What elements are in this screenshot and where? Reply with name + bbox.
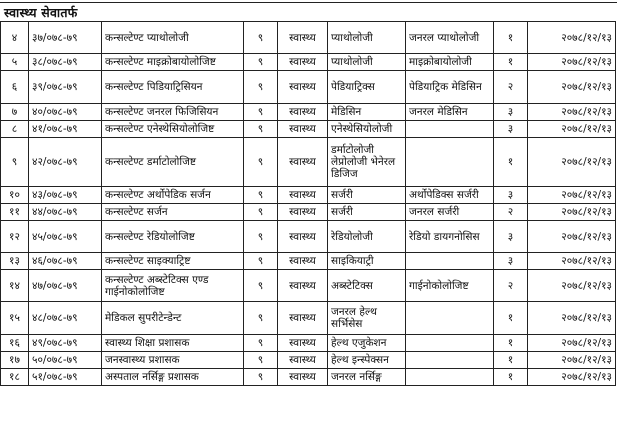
ad-code-cell: ३८/०७८-७९ (29, 54, 102, 71)
table-row (1, 221, 616, 253)
post-name-cell: मेडिकल सुपरीटेन्डेन्ट (102, 302, 244, 335)
subgroup-cell (406, 352, 494, 369)
table-row (1, 369, 616, 386)
ad-code-cell: ५१/०७८-७९ (29, 369, 102, 386)
subgroup-cell (406, 302, 494, 335)
ad-code-cell: ४८/०७८-७९ (29, 302, 102, 335)
subgroup-cell: पेडियाट्रिक मेडिसिन (406, 71, 494, 104)
post-name-cell: कन्सल्टेण्ट सर्जन (102, 204, 244, 221)
group-cell: अब्स्टेटिक्स (328, 270, 406, 302)
serial-number-cell: ५ (1, 54, 29, 71)
table-row (1, 253, 616, 270)
service-cell: स्वास्थ्य (278, 204, 328, 221)
serial-number-cell: ९ (1, 138, 29, 187)
group-cell: पेडियाट्रिक्स (328, 71, 406, 104)
ad-code-cell: ५०/०७८-७९ (29, 352, 102, 369)
table-row (1, 121, 616, 138)
serial-number-cell: १० (1, 187, 29, 204)
service-cell: स्वास्थ्य (278, 104, 328, 121)
table-row (1, 270, 616, 302)
service-cell: स्वास्थ्य (278, 253, 328, 270)
subgroup-cell (406, 121, 494, 138)
subgroup-cell (406, 335, 494, 352)
post-name-cell: अस्पताल नर्सिङ्ग प्रशासक (102, 369, 244, 386)
level-cell: ९ (244, 71, 278, 104)
group-cell: प्याथोलोजी (328, 54, 406, 71)
serial-number-cell: १२ (1, 221, 29, 253)
serial-number-cell: ४ (1, 22, 29, 54)
serial-number-cell: १७ (1, 352, 29, 369)
ad-code-cell: ४२/०७८-७९ (29, 138, 102, 187)
service-cell: स्वास्थ्य (278, 22, 328, 54)
level-cell: ९ (244, 204, 278, 221)
vacancy-count-cell: ३ (494, 253, 528, 270)
ad-code-cell: ४६/०७८-७९ (29, 253, 102, 270)
section-heading: स्वास्थ्य सेवातर्फ (4, 5, 78, 20)
deadline-date-cell: २०७८/१२/१३ (528, 104, 616, 121)
level-cell: ९ (244, 253, 278, 270)
table-row (1, 335, 616, 352)
deadline-date-cell: २०७८/१२/१३ (528, 335, 616, 352)
service-cell: स्वास्थ्य (278, 54, 328, 71)
group-cell: प्याथोलोजी (328, 22, 406, 54)
subgroup-cell (406, 138, 494, 187)
group-cell: मेडिसिन (328, 104, 406, 121)
vacancy-table (0, 21, 616, 386)
table-row (1, 352, 616, 369)
group-cell: डर्माटोलोजी लेप्रोलोजी भेनेरल डिजिज (328, 138, 406, 187)
post-name-cell: जनस्वास्थ्य प्रशासक (102, 352, 244, 369)
level-cell: ९ (244, 335, 278, 352)
post-name-cell: स्वास्थ्य शिक्षा प्रशासक (102, 335, 244, 352)
vacancy-count-cell: ३ (494, 187, 528, 204)
group-cell: रेडियोलोजी (328, 221, 406, 253)
post-name-cell: कन्सल्टेण्ट अर्थोपेडिक सर्जन (102, 187, 244, 204)
deadline-date-cell: २०७८/१२/१३ (528, 187, 616, 204)
table-row (1, 71, 616, 104)
group-cell: सर्जरी (328, 187, 406, 204)
deadline-date-cell: २०७८/१२/१३ (528, 302, 616, 335)
deadline-date-cell: २०७८/१२/१३ (528, 253, 616, 270)
post-name-cell: कन्सल्टेण्ट पिडियाट्रिसियन (102, 71, 244, 104)
serial-number-cell: ८ (1, 121, 29, 138)
vacancy-count-cell: २ (494, 270, 528, 302)
subgroup-cell: गाईनोकोलोजिष्ट (406, 270, 494, 302)
level-cell: ९ (244, 22, 278, 54)
post-name-cell: कन्सल्टेण्ट रेडियोलोजिष्ट (102, 221, 244, 253)
deadline-date-cell: २०७८/१२/१३ (528, 121, 616, 138)
deadline-date-cell: २०७८/१२/१३ (528, 221, 616, 253)
level-cell: ९ (244, 138, 278, 187)
level-cell: ९ (244, 270, 278, 302)
deadline-date-cell: २०७८/१२/१३ (528, 54, 616, 71)
group-cell: हेल्थ एजुकेशन (328, 335, 406, 352)
table-row (1, 302, 616, 335)
table-row (1, 22, 616, 54)
service-cell: स्वास्थ्य (278, 138, 328, 187)
deadline-date-cell: २०७८/१२/१३ (528, 71, 616, 104)
post-name-cell: कन्सल्टेण्ट जनरल फिजिसियन (102, 104, 244, 121)
group-cell: जनरल हेल्थ सर्भिसेस (328, 302, 406, 335)
ad-code-cell: ४९/०७८-७९ (29, 335, 102, 352)
group-cell: सर्जरी (328, 204, 406, 221)
service-cell: स्वास्थ्य (278, 302, 328, 335)
table-row (1, 54, 616, 71)
level-cell: ९ (244, 369, 278, 386)
vacancy-count-cell: २ (494, 204, 528, 221)
serial-number-cell: १५ (1, 302, 29, 335)
serial-number-cell: १४ (1, 270, 29, 302)
deadline-date-cell: २०७८/१२/१३ (528, 22, 616, 54)
group-cell: जनरल नर्सिङ्ग (328, 369, 406, 386)
ad-code-cell: ३९/०७८-७९ (29, 71, 102, 104)
subgroup-cell (406, 369, 494, 386)
top-cut-rule (0, 0, 617, 3)
level-cell: ९ (244, 352, 278, 369)
table-row (1, 138, 616, 187)
vacancy-count-cell: १ (494, 54, 528, 71)
ad-code-cell: ४०/०७८-७९ (29, 104, 102, 121)
post-name-cell: कन्सल्टेण्ट अब्स्टेटिक्स एण्ड गाईनोकोलोजिष्ट (102, 270, 244, 302)
service-cell: स्वास्थ्य (278, 187, 328, 204)
vacancy-count-cell: १ (494, 138, 528, 187)
level-cell: ९ (244, 302, 278, 335)
ad-code-cell: ४४/०७८-७९ (29, 204, 102, 221)
table-row (1, 187, 616, 204)
service-cell: स्वास्थ्य (278, 369, 328, 386)
post-name-cell: कन्सल्टेण्ट एनेस्थेसियोलोजिष्ट (102, 121, 244, 138)
vacancy-count-cell: १ (494, 22, 528, 54)
deadline-date-cell: २०७८/१२/१३ (528, 369, 616, 386)
service-cell: स्वास्थ्य (278, 270, 328, 302)
deadline-date-cell: २०७८/१२/१३ (528, 204, 616, 221)
subgroup-cell: रेडियो डायगनोसिस (406, 221, 494, 253)
post-name-cell: कन्सल्टेण्ट माइक्रोबायोलोजिष्ट (102, 54, 244, 71)
table-body (1, 22, 616, 386)
serial-number-cell: १६ (1, 335, 29, 352)
serial-number-cell: ११ (1, 204, 29, 221)
vacancy-count-cell: १ (494, 369, 528, 386)
deadline-date-cell: २०७८/१२/१३ (528, 352, 616, 369)
subgroup-cell: जनरल प्याथोलोजी (406, 22, 494, 54)
ad-code-cell: ४१/०७८-७९ (29, 121, 102, 138)
ad-code-cell: ४७/०७८-७९ (29, 270, 102, 302)
group-cell: एनेस्थेसियोलोजी (328, 121, 406, 138)
ad-code-cell: ४५/०७८-७९ (29, 221, 102, 253)
level-cell: ९ (244, 121, 278, 138)
deadline-date-cell: २०७८/१२/१३ (528, 138, 616, 187)
table-row (1, 204, 616, 221)
level-cell: ९ (244, 187, 278, 204)
vacancy-count-cell: १ (494, 335, 528, 352)
service-cell: स्वास्थ्य (278, 352, 328, 369)
post-name-cell: कन्सल्टेण्ट प्याथोलोजी (102, 22, 244, 54)
post-name-cell: कन्सल्टेण्ट डर्माटोलोजिष्ट (102, 138, 244, 187)
ad-code-cell: ३७/०७८-७९ (29, 22, 102, 54)
ad-code-cell: ४३/०७८-७९ (29, 187, 102, 204)
vacancy-count-cell: ३ (494, 121, 528, 138)
group-cell: साइकियाट्री (328, 253, 406, 270)
serial-number-cell: १३ (1, 253, 29, 270)
subgroup-cell (406, 253, 494, 270)
service-cell: स्वास्थ्य (278, 71, 328, 104)
post-name-cell: कन्सल्टेण्ट साइक्याट्रिष्ट (102, 253, 244, 270)
serial-number-cell: ७ (1, 104, 29, 121)
subgroup-cell: जनरल मेडिसिन (406, 104, 494, 121)
service-cell: स्वास्थ्य (278, 335, 328, 352)
serial-number-cell: ६ (1, 71, 29, 104)
vacancy-count-cell: ३ (494, 221, 528, 253)
subgroup-cell: जनरल सर्जरी (406, 204, 494, 221)
level-cell: ९ (244, 104, 278, 121)
service-cell: स्वास्थ्य (278, 121, 328, 138)
vacancy-count-cell: १ (494, 302, 528, 335)
vacancy-count-cell: २ (494, 71, 528, 104)
subgroup-cell: अर्थोपेडिक्स सर्जरी (406, 187, 494, 204)
deadline-date-cell: २०७८/१२/१३ (528, 270, 616, 302)
vacancy-count-cell: १ (494, 352, 528, 369)
level-cell: ९ (244, 221, 278, 253)
group-cell: हेल्थ इन्स्पेक्सन (328, 352, 406, 369)
serial-number-cell: १८ (1, 369, 29, 386)
service-cell: स्वास्थ्य (278, 221, 328, 253)
table-row (1, 104, 616, 121)
vacancy-count-cell: ३ (494, 104, 528, 121)
level-cell: ९ (244, 54, 278, 71)
subgroup-cell: माइक्रोबायोलोजी (406, 54, 494, 71)
